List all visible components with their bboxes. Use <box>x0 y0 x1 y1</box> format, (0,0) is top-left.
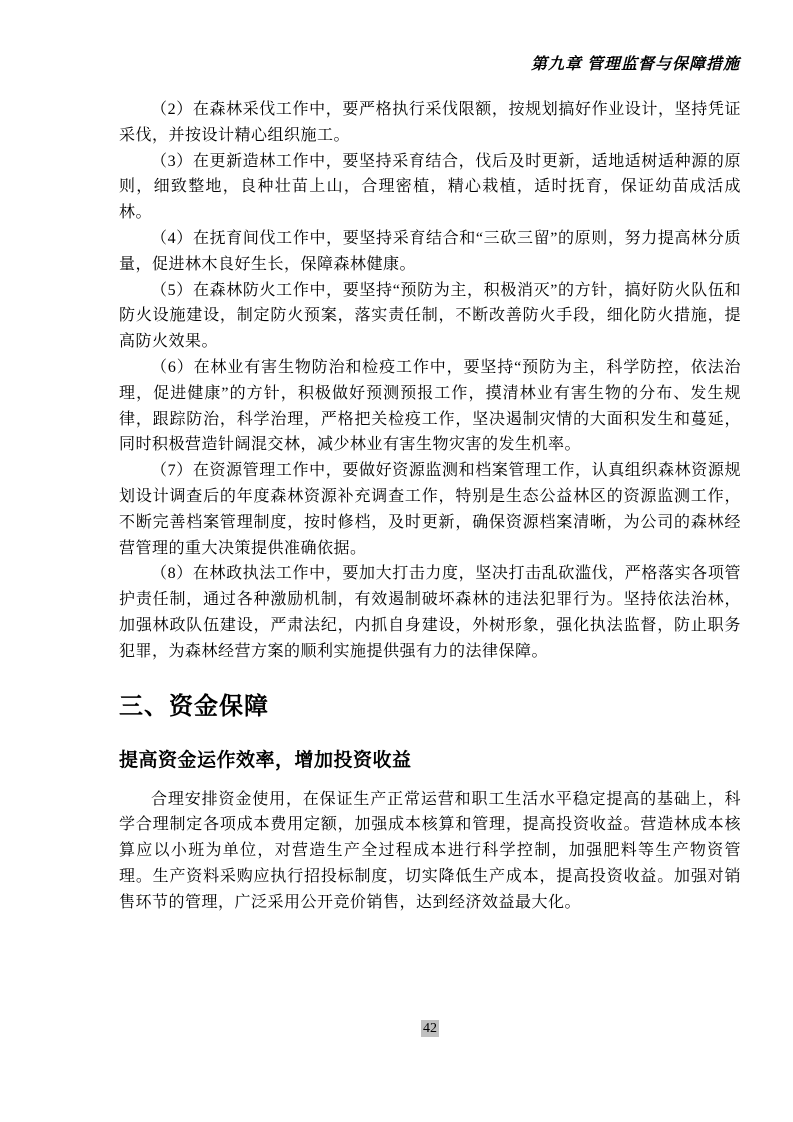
section-heading-funding-guarantee: 三、资金保障 <box>119 692 269 720</box>
paragraph-7: （7）在资源管理工作中，要做好资源监测和档案管理工作，认真组织森林资源规划设计调查后的年度森林资源补充调查工作，特别是生态公益林区的资源监测工作，不断完善档案管理制度，按时修档，及时更新，确保资源档案清晰，为公司的森林经营管理的重大决策提供准确依据。 <box>119 462 741 557</box>
paragraph-8: （8）在林政执法工作中，要加大打击力度，坚决打击乱砍滥伐，严格落实各项管护责任制，通过各种激励机制，有效遏制破坏森林的违法犯罪行为。坚持依法治林，加强林政队伍建设，严肃法纪，内抓自身建设，外树形象，强化执法监督，防止职务犯罪，为森林经营方案的顺利实施提供强有力的法律保障。 <box>119 565 741 660</box>
paragraph-5: （5）在森林防火工作中，要坚持“预防为主，积极消灭”的方针，搞好防火队伍和防火设施建设，制定防火预案，落实责任制，不断改善防火手段，细化防火措施，提高防火效果。 <box>119 281 741 351</box>
paragraph-6: （6）在林业有害生物防治和检疫工作中，要坚持“预防为主，科学防控，依法治理，促进健康”的方针，积极做好预测预报工作，摸清林业有害生物的分布、发生规律，跟踪防治，科学治理，严格把关检疫工作，坚决遏制灾情的大面积发生和蔓延，同时积极营造针阔混交林，减少林业有害生物灾害的发生机率。 <box>119 358 741 454</box>
paragraph-2: （2）在森林采伐工作中，要严格执行采伐限额，按规划搞好作业设计，坚持凭证采伐，并按设计精心组织施工。 <box>119 101 741 144</box>
page-number <box>119 1020 741 1038</box>
paragraph-3: （3）在更新造林工作中，要坚持采育结合，伐后及时更新，适地适树适种源的原则，细致整地，良种壮苗上山，合理密植，精心栽植，适时抚育，保证幼苗成活成林。 <box>119 152 741 222</box>
sub-heading-capital-efficiency: 提高资金运作效率，增加投资收益 <box>119 749 412 771</box>
page-number-value: 42 <box>423 1021 437 1036</box>
paragraph-4: （4）在抚育间伐工作中，要坚持采育结合和“三砍三留”的原则，努力提高林分质量，促进林木良好生长，保障森林健康。 <box>119 229 741 273</box>
document-body <box>119 97 741 916</box>
running-header: 第九章 管理监督与保障措施 <box>530 56 740 73</box>
section-paragraph: 合理安排资金使用，在保证生产正常运营和职工生活水平稳定提高的基础上，科学合理制定各项成本费用定额，加强成本核算和管理，提高投资收益。营造林成本核算应以小班为单位，对营造生产全过程成本进行科学控制，加强肥料等生产物资管理。生产资料采购应执行招投标制度，切实降低生产成本，提高投资收益。加强对销售环节的管理，广泛采用公开竞价销售，达到经济效益最大化。 <box>119 790 741 911</box>
